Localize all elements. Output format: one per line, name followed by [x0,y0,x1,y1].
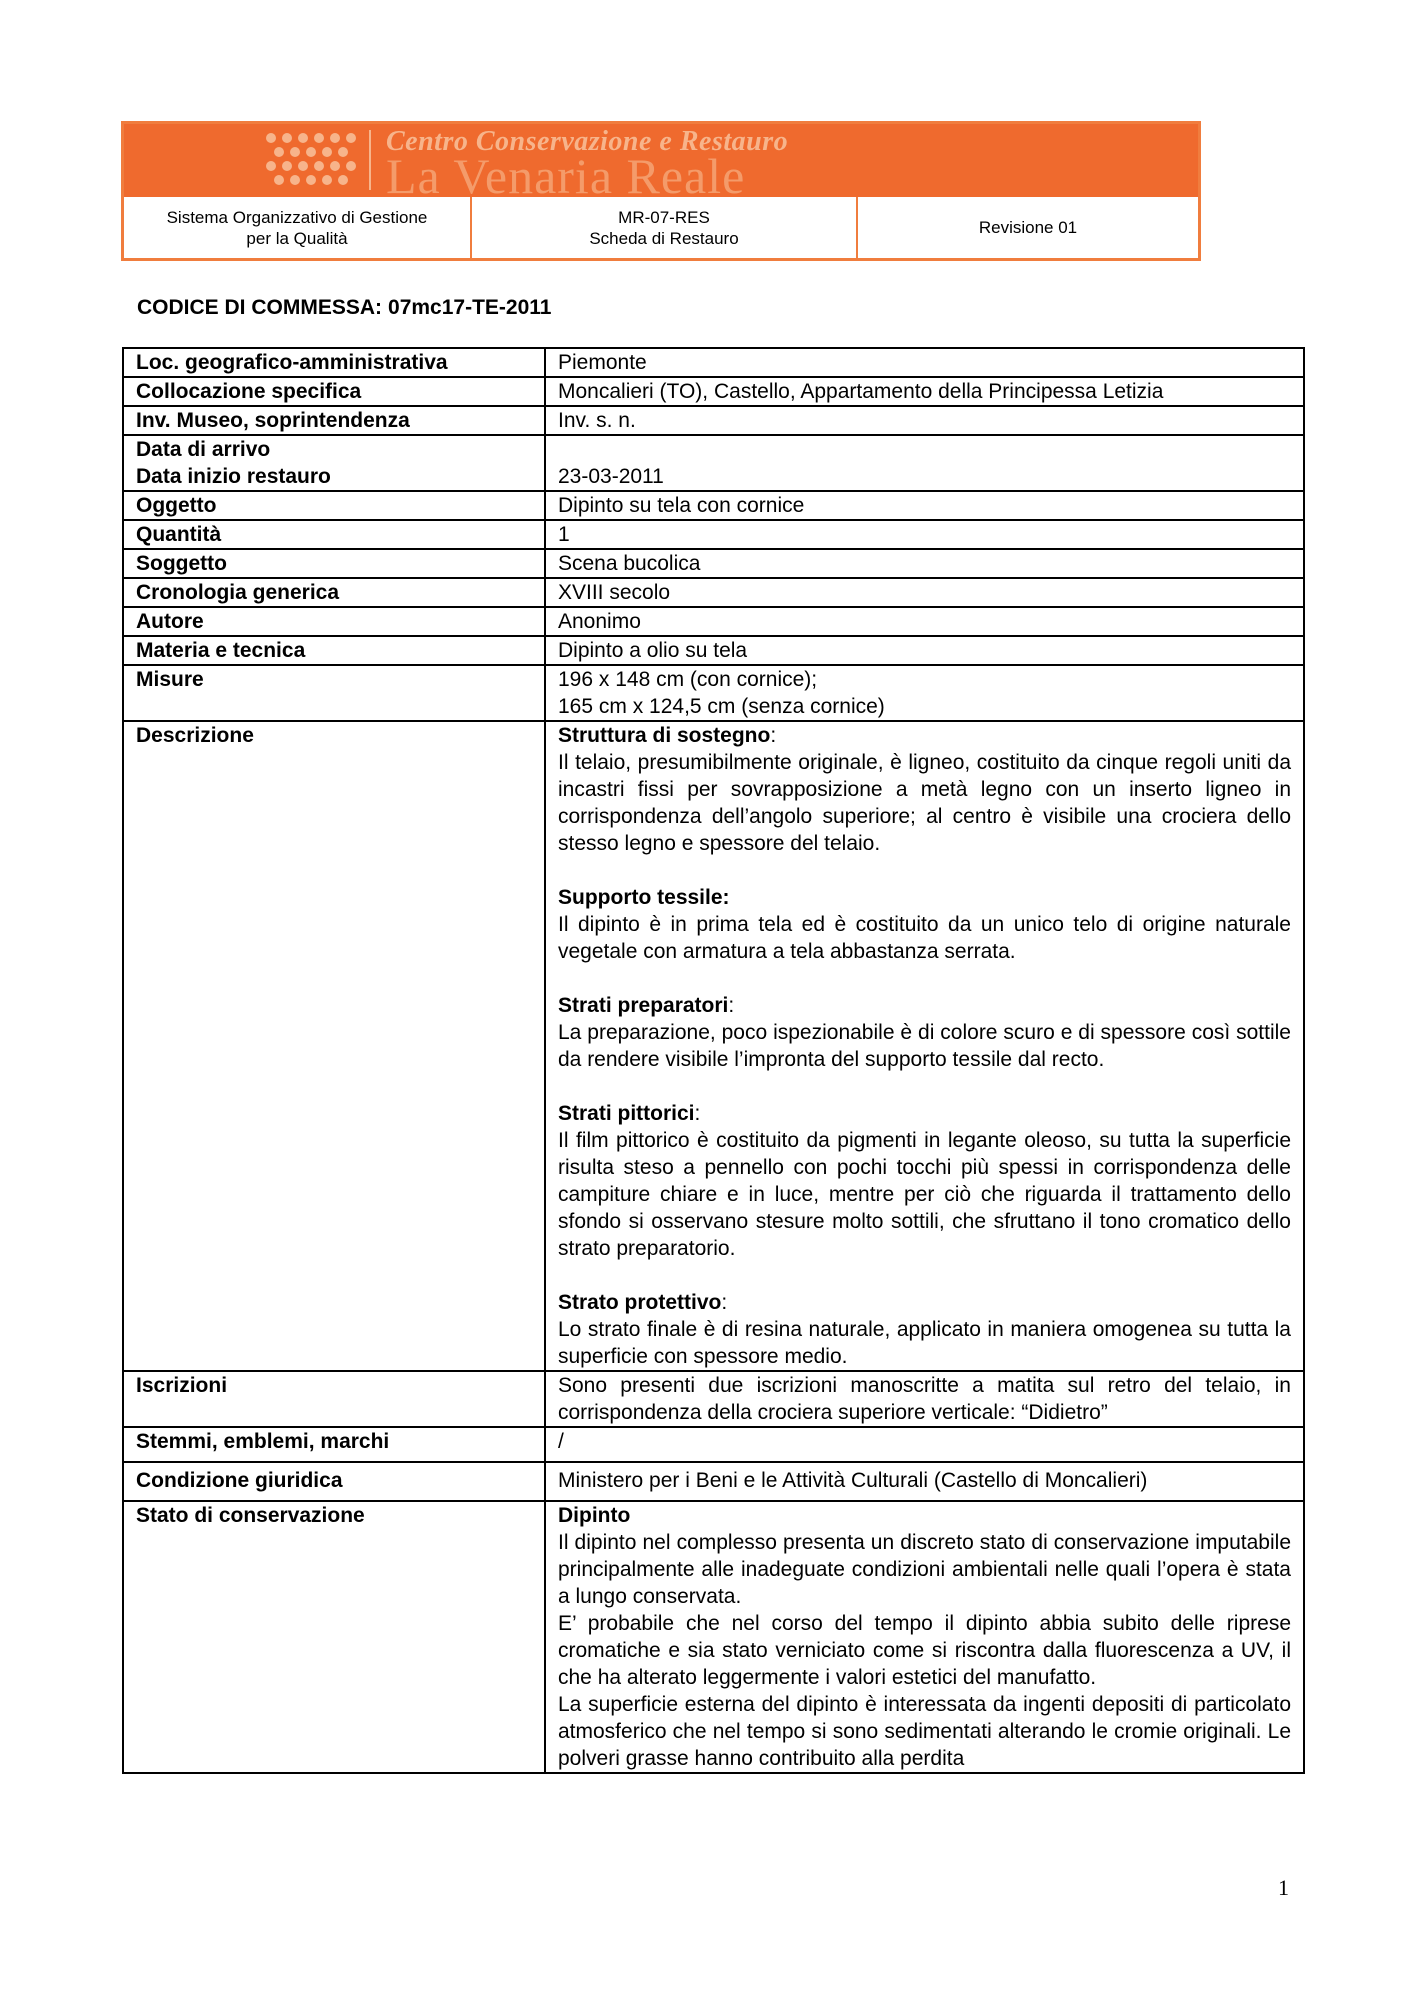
header-cell-form-title: Scheda di Restauro [589,228,739,248]
logo-title-line1: Centro Conservazione e Restauro [386,126,789,157]
logo-banner [124,124,1198,197]
table-row [123,406,1304,435]
row-label-arrival: Data di arrivo [136,438,271,461]
row-label: Stato di conservazione [123,1501,545,1773]
row-value: / [545,1427,1304,1462]
row-label [123,435,545,491]
row-label: Autore [123,607,545,636]
section-text: Lo strato finale è di resina naturale, applicato in maniera omogenea su tutta la superficie con spessore medio. [558,1318,1291,1368]
row-label: Collocazione specifica [123,377,545,406]
table-row-stemmi [123,1427,1304,1462]
conservation-paragraph: Il dipinto nel complesso presenta un discreto stato di conservazione imputabile principalmente alle inadeguate condizioni ambientali nelle quali l’opera è stata a lungo conservata. [558,1531,1291,1608]
header-cell-system [124,197,470,258]
table-row [123,549,1304,578]
row-value [545,435,1304,491]
row-label: Inv. Museo, soprintendenza [123,406,545,435]
row-label: Misure [123,665,545,721]
row-value: Sono presenti due iscrizioni manoscritte a matita sul retro del telaio, in corrispondenza della crociera superiore verticale: “Didietro” [545,1371,1304,1427]
header-cell-system-line2: per la Qualità [246,228,348,248]
header-cell-form [470,197,856,258]
header-cell-revision [856,197,1198,258]
table-row [123,377,1304,406]
section-text: La preparazione, poco ispezionabile è di colore scuro e di spessore così sottile da rendere visibile l’impronta del supporto tessile dal recto. [558,1021,1291,1071]
table-row-iscrizioni [123,1371,1304,1427]
description-section [558,884,1291,965]
header-cell-revision-text: Revisione 01 [978,218,1078,237]
row-label: Oggetto [123,491,545,520]
table-row-stato [123,1501,1304,1773]
description-section [558,992,1291,1073]
row-value: Scena bucolica [545,549,1304,578]
logo-title-line2: La Venaria Reale [386,148,746,197]
row-value: Anonimo [545,607,1304,636]
table-row-descrizione [123,721,1304,1371]
header-cell-form-code: MR-07-RES [618,207,710,227]
page-number: 1 [1278,1875,1289,1900]
row-label: Condizione giuridica [123,1462,545,1501]
measure-without-frame: 165 cm x 124,5 cm (senza cornice) [558,695,885,718]
document-header [121,121,1201,261]
measure-with-frame: 196 x 148 cm (con cornice); [558,668,818,691]
section-title-suffix: : [770,724,777,747]
commessa-label: CODICE DI COMMESSA: [137,296,383,319]
row-label: Descrizione [123,721,545,1371]
logo-dots-icon [259,130,359,192]
description-section [558,1289,1291,1370]
row-label: Loc. geografico-amministrativa [123,348,545,377]
section-title-suffix: : [694,1102,701,1125]
row-label: Cronologia generica [123,578,545,607]
section-text: Il dipinto è in prima tela ed è costituito da un unico telo di origine naturale vegetale con armatura a tela abbastanza serrata. [558,913,1291,963]
table-row [123,491,1304,520]
row-value: Ministero per i Beni e le Attività Culturali (Castello di Moncalieri) [545,1462,1304,1501]
row-label: Stemmi, emblemi, marchi [123,1427,545,1462]
conservation-paragraph: La superficie esterna del dipinto è interessata da ingenti depositi di particolato atmosferico che nel tempo si sono sedimentati alterando le cromie originali. Le polveri grasse hanno contribuito alla perdita [558,1693,1291,1770]
logo-divider [369,130,371,190]
row-value [545,721,1304,1371]
conservation-paragraph: E’ probabile che nel corso del tempo il dipinto abbia subito delle riprese cromatiche e sia stato verniciato come si riscontra dalla fluorescenza a UV, il che ha alterato leggermente i valori estetici del manufatto. [558,1612,1291,1689]
row-label: Quantità [123,520,545,549]
row-value: Moncalieri (TO), Castello, Appartamento della Principessa Letizia [545,377,1304,406]
section-text: Il telaio, presumibilmente originale, è ligneo, costituito da cinque regoli uniti da incastri fissi per sovrapposizione a metà legno con un inserto ligneo in corrispondenza dell’angolo superiore; al centro è visibile una crociera dello stesso legno e spessore del telaio. [558,751,1291,855]
commessa-value: 07mc17-TE-2011 [388,296,552,319]
table-row [123,348,1304,377]
row-label: Materia e tecnica [123,636,545,665]
row-value: XVIII secolo [545,578,1304,607]
row-value: 1 [545,520,1304,549]
section-title: Supporto tessile: [558,886,730,909]
row-value: Piemonte [545,348,1304,377]
section-title: Strati preparatori [558,994,729,1017]
table-row [123,520,1304,549]
description-section [558,722,1291,857]
row-value: Inv. s. n. [545,406,1304,435]
table-row-condizione [123,1462,1304,1501]
table-row [123,636,1304,665]
section-title: Strato protettivo [558,1291,722,1314]
row-label: Soggetto [123,549,545,578]
restoration-sheet-table [122,347,1305,1774]
commessa-code [137,296,551,320]
table-row [123,665,1304,721]
row-value: Dipinto su tela con cornice [545,491,1304,520]
table-row [123,578,1304,607]
section-title-suffix: : [721,1291,728,1314]
row-value-arrival [558,436,1291,463]
row-value [545,1501,1304,1773]
row-value [545,665,1304,721]
description-section [558,1100,1291,1262]
header-info-row [124,197,1198,258]
section-title: Struttura di sostegno [558,724,771,747]
row-label-start: Data inizio restauro [136,465,331,488]
section-title-suffix: : [728,994,735,1017]
section-text: Il film pittorico è costituito da pigmenti in legante oleoso, su tutta la superficie risulta steso a pennello con pochi tocchi più spessi in corrispondenza delle campiture chiare e in luce, mentre per ciò che riguarda il trattamento dello sfondo si osservano stesure molto sottili, che sfruttano il tono cromatico dello strato preparatorio. [558,1129,1291,1260]
row-value: Dipinto a olio su tela [545,636,1304,665]
table-row [123,435,1304,491]
section-title: Strati pittorici [558,1102,695,1125]
header-cell-system-line1: Sistema Organizzativo di Gestione [166,207,428,227]
table-row [123,607,1304,636]
row-value-start: 23-03-2011 [558,465,664,488]
conservation-title: Dipinto [558,1504,631,1527]
row-label: Iscrizioni [123,1371,545,1427]
